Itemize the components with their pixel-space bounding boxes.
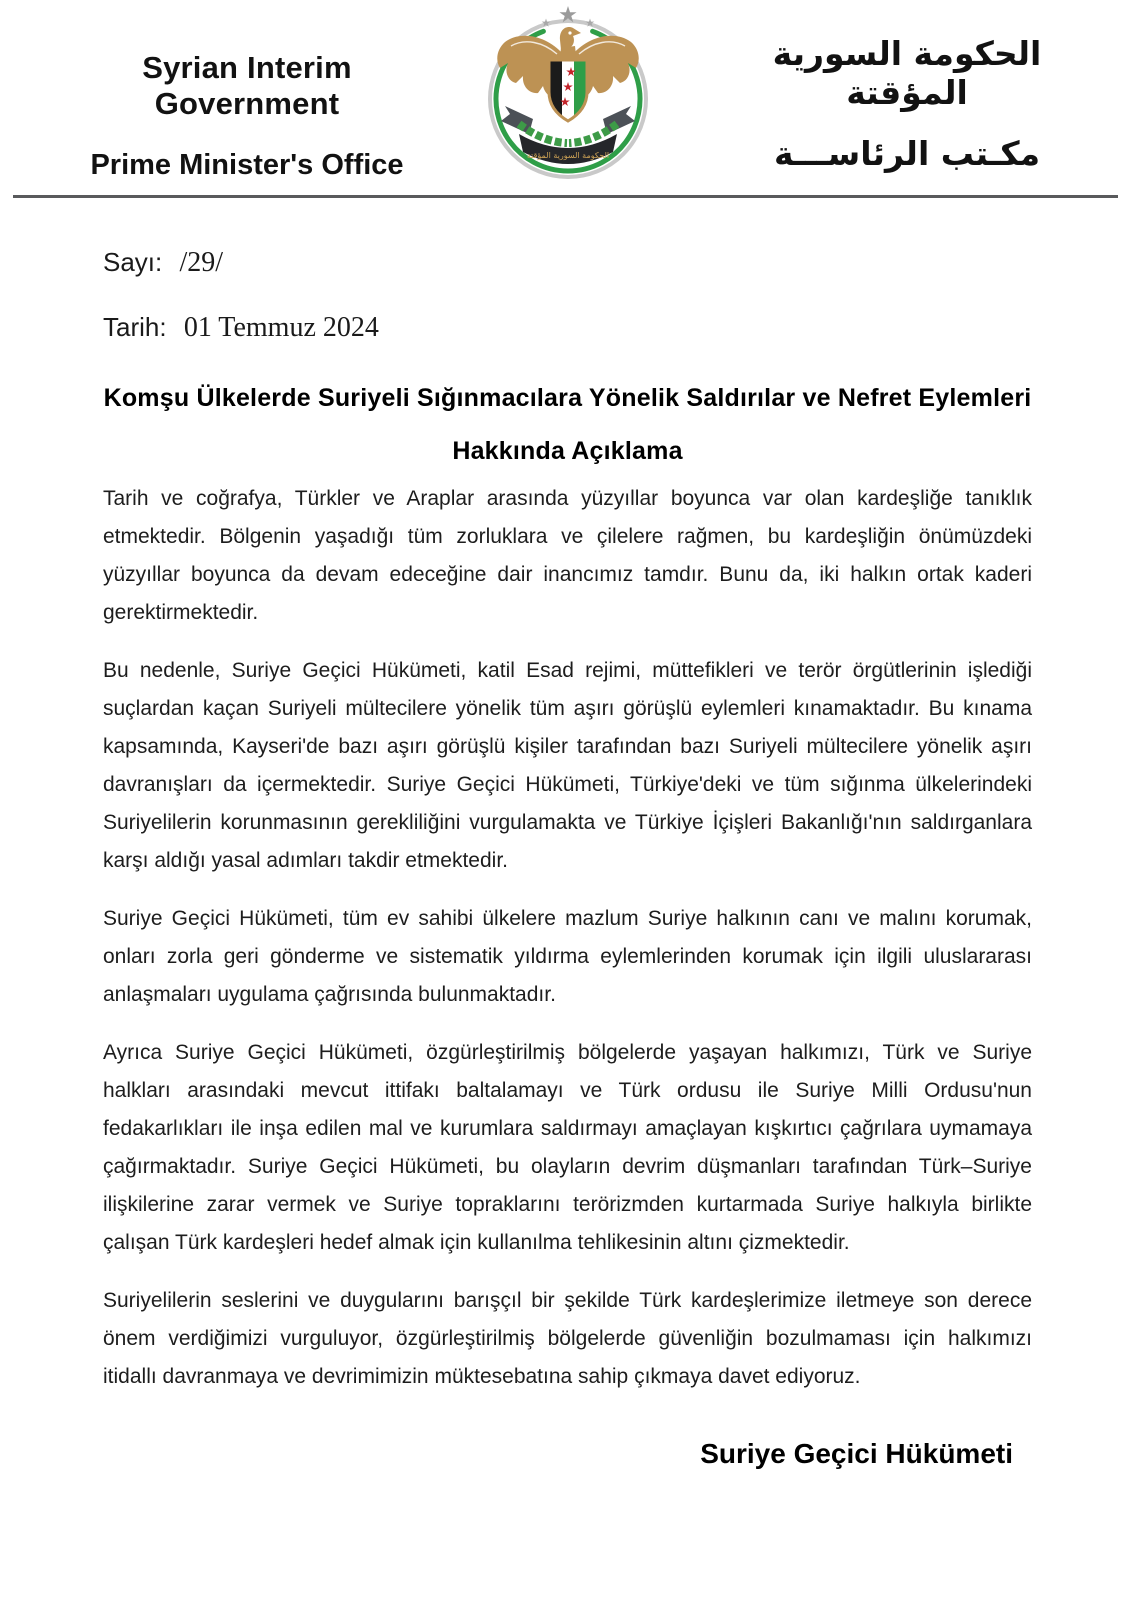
org-name-ar-line2: مكـتب الرئاســـة <box>773 134 1041 173</box>
paragraph-4: Ayrıca Suriye Geçici Hükümeti, özgürleştirilmiş bölgelerde yaşayan halkımızı, Türk ve Suriye halkları arasındaki mevcut ittifakı baltalamayı ve Türk ordusu ile Suriye Milli Ordusu'nun fedakarlıkları ile inşa edilen mal ve kurumlara saldırmayı amaçlayan kışkırtıcı çağrılara uymamaya çağırmaktadır. Suriye Geçici Hükümeti, bu olayların devrim düşmanları tarafından Türk–Suriye ilişkilerine zarar vermek ve Suriye topraklarını terörizmden kurtarmada Suriye halkıyla birlikte çalışan Türk kardeşleri hedef almak için kullanılma tehlikesinin altını çizmektedir. <box>103 1041 1032 1254</box>
org-name-en-line1: Syrian Interim Government <box>142 50 352 121</box>
document-title-line1: Komşu Ülkelerde Suriyeli Sığınmacılara Yönelik Saldırılar ve Nefret Eylemleri <box>103 384 1032 412</box>
emblem-banner-text: الحكومة السورية المؤقتة <box>526 151 610 160</box>
org-name-en-line2: Prime Minister's Office <box>90 149 404 181</box>
document-title <box>103 384 1032 466</box>
paragraph-3: Suriye Geçici Hükümeti, tüm ev sahibi ülkelere mazlum Suriye halkının canı ve malını korumak, onları zorla geri gönderme ve sistematik yıldırma eylemlerinden korumak için ilgili uluslararası anlaşmaları uygulama çağrısında bulunmaktadır. <box>103 907 1032 1006</box>
document-date-row <box>103 312 379 344</box>
org-name-ar-line1: الحكومة السورية المؤقتة <box>772 34 1042 112</box>
paragraph-2: Bu nedenle, Suriye Geçici Hükümeti, katil Esad rejimi, müttefikleri ve terör örgütlerinin işlediği suçlardan kaçan Suriyeli mültecilere yönelik tüm aşırı görüşlü eylemleri kınamaktadır. Bu kınama kapsamında, Kayseri'de bazı aşırı görüşlü kişiler tarafından bazı Suriyeli mültecilere yönelik aşırı davranışları da içermektedir. Suriye Geçici Hükümeti, Türkiye'deki ve tüm sığınma ülkelerindeki Suriyelilerin korunmasının gerekliliğini vurgulamakta ve Türkiye İçişleri Bakanlığı'nın saldırganlara karşı aldığı yasal adımları takdir etmektedir. <box>103 659 1032 872</box>
header-divider <box>13 195 1118 198</box>
document-title-line2: Hakkında Açıklama <box>452 437 683 465</box>
document-date-value: 01 Temmuz 2024 <box>183 312 379 343</box>
document-number-label: Sayı: <box>103 247 163 277</box>
paragraph-1: Tarih ve coğrafya, Türkler ve Araplar arasında yüzyıllar boyunca var olan kardeşliğe tanıklık etmektedir. Bölgenin yaşadığı tüm zorluklara ve çilelere rağmen, bu kardeşliğin önümüzdeki yüzyıllar boyunca da devam edeceğine dair inancımız tamdır. Bunu da, iki halkın ortak kaderi gerektirmektedir. <box>103 487 1032 624</box>
document-number-row <box>103 247 379 279</box>
signature-block: Suriye Geçici Hükümeti <box>700 1438 1013 1469</box>
government-emblem <box>483 2 653 186</box>
document-meta <box>103 247 379 344</box>
eagle-emblem-icon <box>483 2 653 186</box>
document-number-value: /29/ <box>179 247 224 278</box>
org-name-english <box>52 50 442 182</box>
document-body <box>103 480 1032 1416</box>
org-name-arabic <box>717 34 1097 173</box>
document-date-label: Tarih: <box>103 312 167 342</box>
paragraph-5: Suriyelilerin seslerini ve duygularını barışçıl bir şekilde Türk kardeşlerimize iletmeye son derece önem verdiğimizi vurguluyor, özgürleştirilmiş bölgelerde güvenliğin bozulmaması için halkımızı itidallı davranmaya ve devrimimizin müktesebatına sahip çıkmaya davet ediyoruz. <box>103 1289 1032 1388</box>
